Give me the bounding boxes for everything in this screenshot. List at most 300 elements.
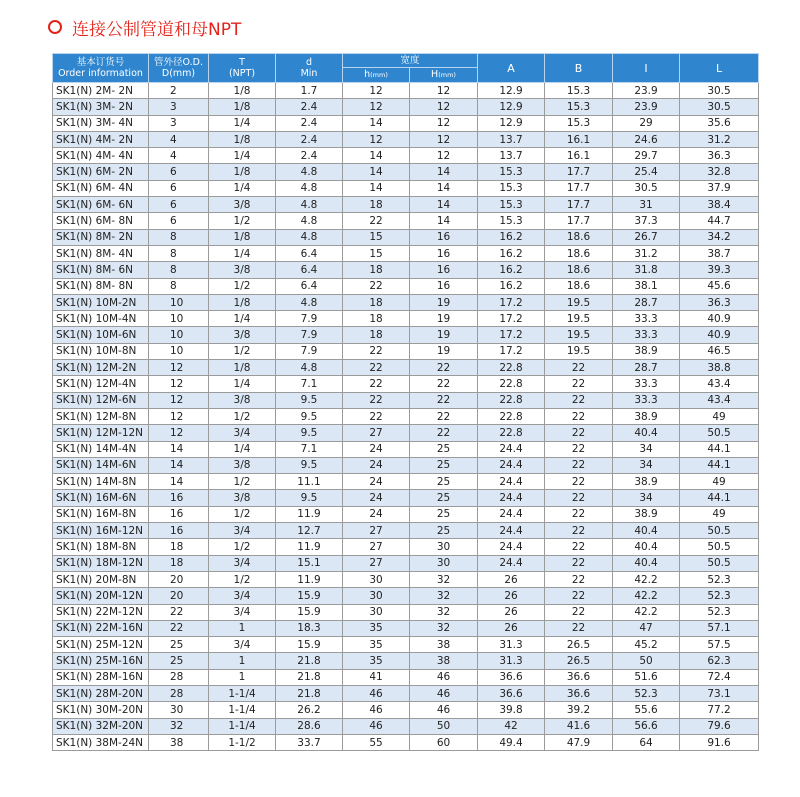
cell-width-h-big: 22	[410, 376, 478, 392]
cell-dim-i: 45.2	[613, 637, 680, 653]
cell-dim-a: 17.2	[478, 343, 545, 359]
cell-dim-a: 24.4	[478, 457, 545, 473]
cell-bore-min: 7.9	[276, 311, 343, 327]
cell-dim-b: 26.5	[545, 653, 613, 669]
table-row	[53, 702, 759, 718]
cell-dim-i: 38.9	[613, 474, 680, 490]
cell-order-number: SK1(N) 4M- 2N	[53, 131, 149, 147]
cell-outer-diameter: 22	[149, 604, 209, 620]
cell-dim-b: 22	[545, 620, 613, 636]
cell-bore-min: 26.2	[276, 702, 343, 718]
cell-bore-min: 2.4	[276, 99, 343, 115]
cell-thread-npt: 1/2	[209, 506, 276, 522]
cell-dim-l: 44.1	[680, 441, 759, 457]
table-row	[53, 669, 759, 685]
header-width: 宽度	[343, 54, 478, 68]
cell-width-h-small: 30	[343, 604, 410, 620]
cell-outer-diameter: 12	[149, 425, 209, 441]
cell-dim-i: 34	[613, 457, 680, 473]
table-row	[53, 653, 759, 669]
cell-width-h-small: 12	[343, 83, 410, 99]
cell-width-h-big: 25	[410, 506, 478, 522]
cell-dim-a: 24.4	[478, 539, 545, 555]
cell-order-number: SK1(N) 14M-6N	[53, 457, 149, 473]
cell-width-h-small: 24	[343, 490, 410, 506]
cell-width-h-small: 27	[343, 523, 410, 539]
cell-thread-npt: 1/4	[209, 376, 276, 392]
cell-outer-diameter: 4	[149, 131, 209, 147]
cell-dim-l: 52.3	[680, 604, 759, 620]
cell-dim-b: 36.6	[545, 685, 613, 701]
cell-bore-min: 4.8	[276, 164, 343, 180]
header-t	[209, 54, 276, 83]
cell-width-h-big: 46	[410, 685, 478, 701]
cell-dim-l: 52.3	[680, 588, 759, 604]
header-od-cn: 管外径O.D.	[154, 57, 203, 68]
cell-dim-i: 34	[613, 441, 680, 457]
cell-outer-diameter: 12	[149, 392, 209, 408]
header-order	[53, 54, 149, 83]
cell-dim-i: 50	[613, 653, 680, 669]
cell-width-h-small: 22	[343, 376, 410, 392]
cell-dim-b: 18.6	[545, 229, 613, 245]
cell-dim-l: 39.3	[680, 262, 759, 278]
cell-thread-npt: 1/4	[209, 441, 276, 457]
cell-width-h-big: 25	[410, 490, 478, 506]
cell-dim-l: 37.9	[680, 180, 759, 196]
cell-dim-b: 15.3	[545, 99, 613, 115]
cell-outer-diameter: 12	[149, 360, 209, 376]
cell-dim-b: 18.6	[545, 278, 613, 294]
cell-bore-min: 4.8	[276, 180, 343, 196]
cell-outer-diameter: 10	[149, 343, 209, 359]
cell-dim-a: 22.8	[478, 408, 545, 424]
cell-dim-i: 33.3	[613, 392, 680, 408]
cell-outer-diameter: 28	[149, 669, 209, 685]
header-l: L	[680, 54, 759, 83]
cell-order-number: SK1(N) 28M-20N	[53, 685, 149, 701]
cell-outer-diameter: 3	[149, 115, 209, 131]
cell-bore-min: 18.3	[276, 620, 343, 636]
cell-thread-npt: 3/8	[209, 490, 276, 506]
cell-dim-b: 19.5	[545, 327, 613, 343]
page-title-text: 连接公制管道和母NPT	[72, 19, 242, 40]
cell-outer-diameter: 8	[149, 245, 209, 261]
cell-thread-npt: 3/8	[209, 457, 276, 473]
cell-dim-i: 38.9	[613, 343, 680, 359]
cell-thread-npt: 1/4	[209, 115, 276, 131]
cell-dim-b: 22	[545, 376, 613, 392]
cell-thread-npt: 1	[209, 620, 276, 636]
spec-table	[52, 53, 759, 751]
cell-thread-npt: 1/4	[209, 245, 276, 261]
cell-dim-a: 12.9	[478, 99, 545, 115]
cell-dim-i: 55.6	[613, 702, 680, 718]
cell-order-number: SK1(N) 3M- 4N	[53, 115, 149, 131]
cell-dim-l: 31.2	[680, 131, 759, 147]
cell-outer-diameter: 32	[149, 718, 209, 734]
cell-dim-b: 22	[545, 441, 613, 457]
header-h-big-label: H	[431, 69, 439, 80]
table-row	[53, 392, 759, 408]
cell-bore-min: 4.8	[276, 294, 343, 310]
cell-dim-l: 91.6	[680, 734, 759, 750]
table-row	[53, 262, 759, 278]
cell-order-number: SK1(N) 14M-4N	[53, 441, 149, 457]
cell-order-number: SK1(N) 38M-24N	[53, 734, 149, 750]
cell-dim-b: 22	[545, 604, 613, 620]
cell-outer-diameter: 8	[149, 262, 209, 278]
cell-width-h-small: 35	[343, 620, 410, 636]
cell-outer-diameter: 22	[149, 620, 209, 636]
cell-order-number: SK1(N) 18M-8N	[53, 539, 149, 555]
cell-order-number: SK1(N) 32M-20N	[53, 718, 149, 734]
cell-width-h-big: 12	[410, 115, 478, 131]
cell-bore-min: 2.4	[276, 115, 343, 131]
table-row	[53, 343, 759, 359]
cell-outer-diameter: 20	[149, 588, 209, 604]
header-order-cn: 基本订货号	[76, 57, 125, 68]
cell-dim-b: 18.6	[545, 245, 613, 261]
cell-order-number: SK1(N) 12M-2N	[53, 360, 149, 376]
cell-dim-l: 44.1	[680, 457, 759, 473]
header-d	[276, 54, 343, 83]
header-i: I	[613, 54, 680, 83]
cell-bore-min: 7.1	[276, 376, 343, 392]
cell-width-h-big: 25	[410, 457, 478, 473]
cell-dim-a: 13.7	[478, 148, 545, 164]
cell-order-number: SK1(N) 30M-20N	[53, 702, 149, 718]
cell-dim-a: 22.8	[478, 392, 545, 408]
cell-width-h-small: 14	[343, 148, 410, 164]
cell-dim-l: 30.5	[680, 83, 759, 99]
cell-dim-l: 79.6	[680, 718, 759, 734]
cell-dim-l: 50.5	[680, 555, 759, 571]
cell-dim-b: 22	[545, 523, 613, 539]
cell-dim-l: 43.4	[680, 392, 759, 408]
cell-dim-a: 24.4	[478, 555, 545, 571]
cell-dim-l: 44.7	[680, 213, 759, 229]
cell-bore-min: 4.8	[276, 229, 343, 245]
cell-dim-l: 45.6	[680, 278, 759, 294]
cell-dim-i: 31.8	[613, 262, 680, 278]
cell-thread-npt: 1	[209, 669, 276, 685]
cell-dim-b: 19.5	[545, 294, 613, 310]
cell-dim-b: 15.3	[545, 115, 613, 131]
table-row	[53, 490, 759, 506]
cell-dim-i: 29	[613, 115, 680, 131]
cell-width-h-big: 38	[410, 653, 478, 669]
table-row	[53, 620, 759, 636]
cell-width-h-big: 19	[410, 327, 478, 343]
cell-thread-npt: 1/2	[209, 539, 276, 555]
cell-bore-min: 21.8	[276, 653, 343, 669]
cell-outer-diameter: 6	[149, 180, 209, 196]
cell-outer-diameter: 30	[149, 702, 209, 718]
cell-width-h-small: 46	[343, 702, 410, 718]
cell-bore-min: 9.5	[276, 490, 343, 506]
header-h-small-label: h	[364, 69, 371, 80]
cell-thread-npt: 1/8	[209, 164, 276, 180]
cell-outer-diameter: 10	[149, 294, 209, 310]
cell-dim-b: 22	[545, 490, 613, 506]
cell-order-number: SK1(N) 22M-16N	[53, 620, 149, 636]
cell-width-h-small: 24	[343, 506, 410, 522]
cell-dim-a: 36.6	[478, 669, 545, 685]
cell-width-h-small: 15	[343, 245, 410, 261]
cell-dim-i: 56.6	[613, 718, 680, 734]
cell-thread-npt: 3/4	[209, 604, 276, 620]
cell-dim-a: 22.8	[478, 376, 545, 392]
cell-dim-l: 57.5	[680, 637, 759, 653]
cell-dim-a: 16.2	[478, 278, 545, 294]
cell-thread-npt: 1-1/2	[209, 734, 276, 750]
cell-dim-b: 22	[545, 392, 613, 408]
cell-width-h-big: 22	[410, 360, 478, 376]
cell-width-h-big: 19	[410, 343, 478, 359]
cell-width-h-big: 32	[410, 571, 478, 587]
cell-thread-npt: 1	[209, 653, 276, 669]
cell-dim-i: 34	[613, 490, 680, 506]
cell-dim-i: 64	[613, 734, 680, 750]
cell-dim-l: 40.9	[680, 311, 759, 327]
cell-dim-l: 43.4	[680, 376, 759, 392]
cell-dim-l: 73.1	[680, 685, 759, 701]
cell-outer-diameter: 25	[149, 653, 209, 669]
cell-bore-min: 9.5	[276, 408, 343, 424]
cell-thread-npt: 3/4	[209, 555, 276, 571]
cell-width-h-big: 50	[410, 718, 478, 734]
cell-outer-diameter: 12	[149, 376, 209, 392]
header-b: B	[545, 54, 613, 83]
cell-order-number: SK1(N) 20M-12N	[53, 588, 149, 604]
cell-dim-l: 44.1	[680, 490, 759, 506]
cell-dim-b: 17.7	[545, 164, 613, 180]
cell-order-number: SK1(N) 8M- 8N	[53, 278, 149, 294]
cell-dim-l: 62.3	[680, 653, 759, 669]
cell-dim-i: 38.1	[613, 278, 680, 294]
cell-dim-i: 42.2	[613, 604, 680, 620]
cell-width-h-small: 14	[343, 164, 410, 180]
cell-bore-min: 21.8	[276, 669, 343, 685]
header-order-en: Order information	[58, 68, 143, 79]
cell-dim-i: 28.7	[613, 360, 680, 376]
cell-order-number: SK1(N) 3M- 2N	[53, 99, 149, 115]
cell-width-h-small: 18	[343, 262, 410, 278]
cell-outer-diameter: 38	[149, 734, 209, 750]
cell-dim-b: 41.6	[545, 718, 613, 734]
cell-width-h-big: 14	[410, 180, 478, 196]
cell-width-h-small: 22	[343, 392, 410, 408]
cell-bore-min: 4.8	[276, 360, 343, 376]
cell-width-h-big: 22	[410, 392, 478, 408]
table-row	[53, 539, 759, 555]
cell-dim-i: 40.4	[613, 425, 680, 441]
cell-width-h-big: 22	[410, 425, 478, 441]
cell-width-h-small: 41	[343, 669, 410, 685]
cell-dim-i: 26.7	[613, 229, 680, 245]
cell-outer-diameter: 14	[149, 441, 209, 457]
cell-order-number: SK1(N) 25M-16N	[53, 653, 149, 669]
cell-dim-i: 38.9	[613, 408, 680, 424]
table-row	[53, 213, 759, 229]
cell-dim-l: 38.7	[680, 245, 759, 261]
cell-dim-b: 17.7	[545, 197, 613, 213]
cell-bore-min: 9.5	[276, 457, 343, 473]
cell-dim-l: 34.2	[680, 229, 759, 245]
cell-order-number: SK1(N) 10M-2N	[53, 294, 149, 310]
cell-dim-b: 22	[545, 588, 613, 604]
cell-width-h-small: 22	[343, 343, 410, 359]
cell-dim-l: 36.3	[680, 148, 759, 164]
header-d-unit: Min	[300, 68, 318, 79]
cell-width-h-small: 22	[343, 278, 410, 294]
table-row	[53, 294, 759, 310]
table-row	[53, 506, 759, 522]
cell-dim-b: 18.6	[545, 262, 613, 278]
table-row	[53, 99, 759, 115]
cell-bore-min: 4.8	[276, 197, 343, 213]
cell-bore-min: 12.7	[276, 523, 343, 539]
cell-outer-diameter: 16	[149, 506, 209, 522]
cell-width-h-big: 32	[410, 588, 478, 604]
cell-dim-a: 26	[478, 588, 545, 604]
cell-dim-b: 16.1	[545, 148, 613, 164]
header-h-big	[410, 68, 478, 83]
cell-thread-npt: 1/2	[209, 213, 276, 229]
cell-dim-a: 12.9	[478, 83, 545, 99]
cell-dim-a: 24.4	[478, 474, 545, 490]
cell-dim-a: 12.9	[478, 115, 545, 131]
page-title	[48, 14, 241, 40]
cell-bore-min: 15.9	[276, 588, 343, 604]
cell-width-h-small: 46	[343, 718, 410, 734]
cell-thread-npt: 1/2	[209, 408, 276, 424]
cell-dim-l: 40.9	[680, 327, 759, 343]
header-h-big-unit: (mm)	[438, 71, 456, 79]
cell-dim-l: 38.8	[680, 360, 759, 376]
header-od	[149, 54, 209, 83]
cell-dim-a: 42	[478, 718, 545, 734]
cell-width-h-big: 46	[410, 669, 478, 685]
cell-dim-i: 42.2	[613, 571, 680, 587]
cell-bore-min: 11.9	[276, 571, 343, 587]
table-row	[53, 180, 759, 196]
cell-bore-min: 11.9	[276, 539, 343, 555]
cell-order-number: SK1(N) 12M-4N	[53, 376, 149, 392]
cell-thread-npt: 3/4	[209, 637, 276, 653]
cell-bore-min: 15.9	[276, 604, 343, 620]
cell-bore-min: 2.4	[276, 148, 343, 164]
cell-thread-npt: 1/2	[209, 571, 276, 587]
cell-dim-i: 23.9	[613, 83, 680, 99]
cell-width-h-big: 16	[410, 229, 478, 245]
cell-width-h-small: 35	[343, 637, 410, 653]
table-row	[53, 571, 759, 587]
table-row	[53, 164, 759, 180]
cell-bore-min: 9.5	[276, 392, 343, 408]
cell-thread-npt: 1-1/4	[209, 702, 276, 718]
cell-dim-l: 72.4	[680, 669, 759, 685]
cell-dim-a: 31.3	[478, 637, 545, 653]
cell-dim-i: 42.2	[613, 588, 680, 604]
cell-thread-npt: 1-1/4	[209, 718, 276, 734]
cell-dim-i: 40.4	[613, 523, 680, 539]
cell-width-h-big: 32	[410, 620, 478, 636]
cell-dim-a: 17.2	[478, 294, 545, 310]
cell-width-h-small: 27	[343, 539, 410, 555]
cell-bore-min: 11.9	[276, 506, 343, 522]
cell-dim-i: 33.3	[613, 311, 680, 327]
cell-dim-b: 22	[545, 425, 613, 441]
table-row	[53, 425, 759, 441]
cell-dim-i: 25.4	[613, 164, 680, 180]
cell-dim-a: 16.2	[478, 245, 545, 261]
cell-dim-l: 52.3	[680, 571, 759, 587]
cell-width-h-big: 14	[410, 213, 478, 229]
cell-width-h-small: 12	[343, 131, 410, 147]
cell-dim-a: 16.2	[478, 229, 545, 245]
cell-width-h-small: 22	[343, 360, 410, 376]
cell-dim-b: 36.6	[545, 669, 613, 685]
cell-order-number: SK1(N) 14M-8N	[53, 474, 149, 490]
cell-width-h-big: 16	[410, 262, 478, 278]
cell-outer-diameter: 3	[149, 99, 209, 115]
cell-dim-b: 17.7	[545, 213, 613, 229]
cell-dim-l: 49	[680, 506, 759, 522]
cell-width-h-big: 38	[410, 637, 478, 653]
cell-dim-a: 26	[478, 571, 545, 587]
cell-width-h-small: 30	[343, 571, 410, 587]
cell-width-h-small: 12	[343, 99, 410, 115]
cell-dim-i: 40.4	[613, 555, 680, 571]
cell-dim-a: 15.3	[478, 180, 545, 196]
cell-dim-a: 15.3	[478, 213, 545, 229]
cell-dim-b: 22	[545, 360, 613, 376]
cell-dim-l: 50.5	[680, 539, 759, 555]
cell-width-h-small: 18	[343, 311, 410, 327]
cell-dim-a: 36.6	[478, 685, 545, 701]
cell-bore-min: 11.1	[276, 474, 343, 490]
cell-dim-l: 77.2	[680, 702, 759, 718]
cell-order-number: SK1(N) 16M-12N	[53, 523, 149, 539]
cell-order-number: SK1(N) 8M- 2N	[53, 229, 149, 245]
cell-bore-min: 2.4	[276, 131, 343, 147]
cell-dim-i: 38.9	[613, 506, 680, 522]
cell-thread-npt: 1/4	[209, 311, 276, 327]
cell-order-number: SK1(N) 2M- 2N	[53, 83, 149, 99]
cell-dim-b: 17.7	[545, 180, 613, 196]
table-row	[53, 734, 759, 750]
cell-width-h-big: 30	[410, 555, 478, 571]
cell-dim-a: 17.2	[478, 327, 545, 343]
cell-bore-min: 21.8	[276, 685, 343, 701]
table-row	[53, 148, 759, 164]
cell-width-h-big: 60	[410, 734, 478, 750]
cell-width-h-big: 12	[410, 148, 478, 164]
cell-order-number: SK1(N) 10M-8N	[53, 343, 149, 359]
cell-outer-diameter: 8	[149, 278, 209, 294]
cell-thread-npt: 1/2	[209, 343, 276, 359]
cell-dim-l: 30.5	[680, 99, 759, 115]
cell-dim-a: 17.2	[478, 311, 545, 327]
cell-dim-a: 24.4	[478, 523, 545, 539]
cell-width-h-small: 27	[343, 555, 410, 571]
table-row	[53, 83, 759, 99]
header-od-unit: D(mm)	[161, 68, 196, 79]
cell-bore-min: 7.9	[276, 327, 343, 343]
cell-outer-diameter: 12	[149, 408, 209, 424]
